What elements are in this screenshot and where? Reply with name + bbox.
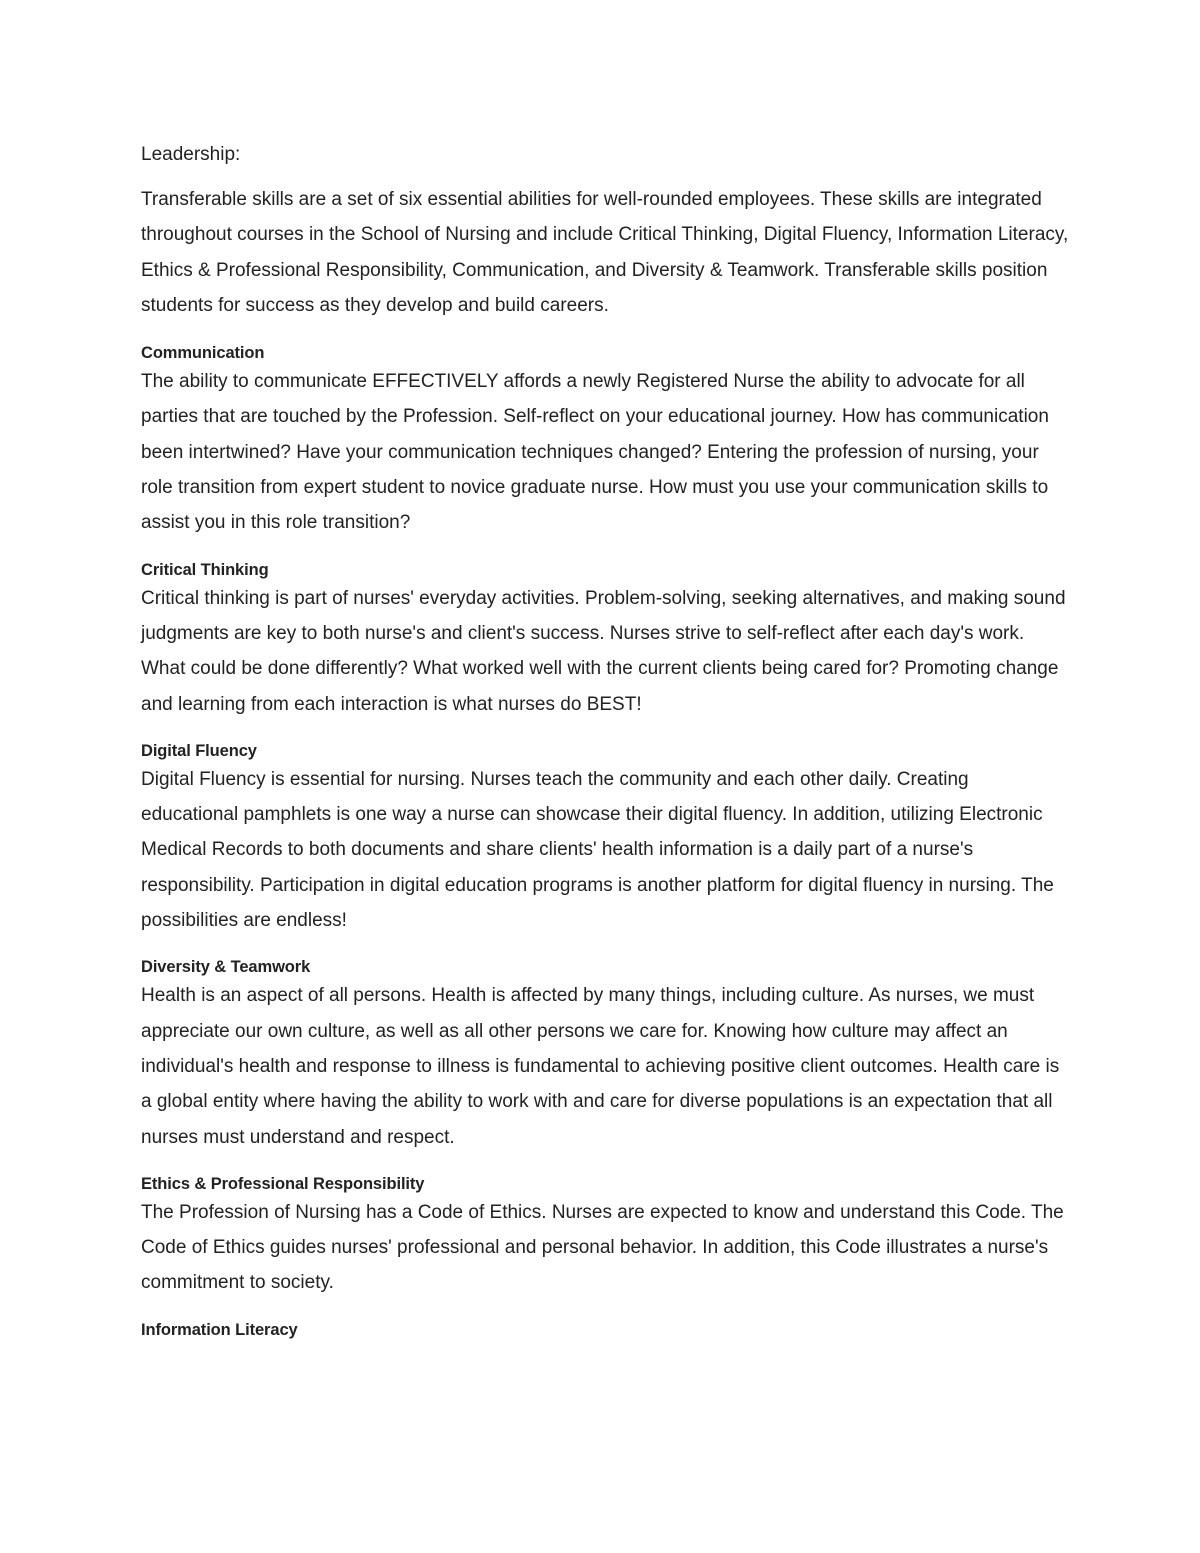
section-communication xyxy=(141,342,1071,540)
document-title: Leadership: xyxy=(141,144,241,165)
section-body: Health is an aspect of all persons. Health is affected by many things, including culture. As nurses, we must appreciate our own culture, as well as all other persons we care for. Knowing how culture may affect an individual's health and response to illness is fundamental to achieving positive client outcomes. Health care is a global entity where having the ability to work with and care for diverse populations is an expectation that all nurses must understand and respect. xyxy=(141,985,1060,1148)
section-ethics-professional-responsibility xyxy=(141,1173,1071,1301)
document-page xyxy=(141,139,1071,1359)
section-digital-fluency xyxy=(141,740,1071,938)
section-body: Critical thinking is part of nurses' everyday activities. Problem-solving, seeking alternatives, and making sound judgments are key to both nurse's and client's success. Nurses strive to self-reflect after each day's work. What could be done differently? What worked well with the current clients being cared for? Promoting change and learning from each interaction is what nurses do BEST! xyxy=(141,587,1066,715)
section-diversity-teamwork xyxy=(141,956,1071,1154)
section-body: The ability to communicate EFFECTIVELY affords a newly Registered Nurse the ability to advocate for all parties that are touched by the Profession. Self-reflect on your educational journey. How has communication been intertwined? Have your communication techniques changed? Entering the profession of nursing, your role transition from expert student to novice graduate nurse. How must you use your communication skills to assist you in this role transition? xyxy=(141,371,1049,534)
section-body: Digital Fluency is essential for nursing. Nurses teach the community and each other daily. Creating educational pamphlets is one way a nurse can showcase their digital fluency. In addition, utilizing Electronic Medical Records to both documents and share clients' health information is a daily part of a nurse's responsibility. Participation in digital education programs is another platform for digital fluency in nursing. The possibilities are endless! xyxy=(141,768,1054,932)
intro-paragraph: Transferable skills are a set of six essential abilities for well-rounded employees. These skills are integrated throughout courses in the School of Nursing and include Critical Thinking, Digital Fluency, Information Literacy, Ethics & Professional Responsibility, Communication, and Diversity & Teamwork. Transferable skills position students for success as they develop and build careers. xyxy=(141,189,1069,316)
section-heading: Communication xyxy=(141,344,265,363)
section-heading: Critical Thinking xyxy=(141,560,269,579)
section-heading: Information Literacy xyxy=(141,1320,298,1339)
section-heading: Ethics & Professional Responsibility xyxy=(141,1174,425,1193)
section-body: The Profession of Nursing has a Code of Ethics. Nurses are expected to know and understand this Code. The Code of Ethics guides nurses' professional and personal behavior. In addition, this Code illustrates a nurse's commitment to society. xyxy=(141,1201,1064,1294)
section-information-literacy xyxy=(141,1319,1071,1341)
section-heading: Digital Fluency xyxy=(141,741,257,760)
section-heading: Diversity & Teamwork xyxy=(141,958,311,977)
section-critical-thinking xyxy=(141,559,1071,722)
